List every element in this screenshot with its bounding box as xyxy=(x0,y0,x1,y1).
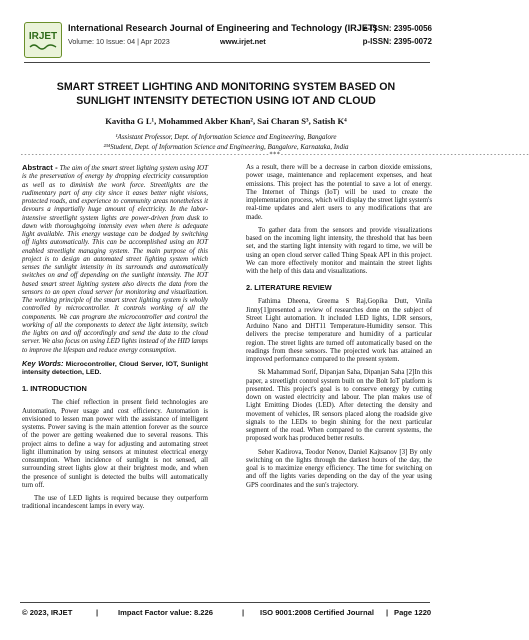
footer-copyright: © 2023, IRJET xyxy=(22,608,73,617)
page-footer xyxy=(22,608,430,622)
irjet-logo xyxy=(24,22,62,58)
footer-divider xyxy=(20,602,430,603)
footer-separator: | xyxy=(96,608,99,617)
footer-separator: | xyxy=(242,608,245,617)
p-issn: p-ISSN: 2395-0072 xyxy=(362,37,432,46)
literature-heading: 2. LITERATURE REVIEW xyxy=(246,283,332,293)
header-divider xyxy=(24,62,430,63)
journal-name: International Research Journal of Engineering and Technology (IRJET) xyxy=(68,23,377,33)
literature-paragraph-2: Sk Mahammad Sorif, Dipanjan Saha, Dipanjan Saha [2]In this paper, a streetlight control system built on the Bolt IoT platform is presented. This project's goal is to conserve energy by cutting down on wasted electricity and labour. The plan makes use of Light Emitting Diodes (LED). After detecting the density and movement of vehicles, IR sensors placed along the roadside give signals to the LEDs to begin shining for the next particular segment of the road. When compared to the current systems, the proposed work has produced better results. xyxy=(246,369,432,443)
footer-page-number: Page 1220 xyxy=(394,608,432,617)
abstract xyxy=(22,164,208,355)
literature-paragraph-3: Seher Kadirova, Teodor Nenov, Daniel Kajtsanov [3] By only switching on the lights through the darkest hours of the day, the goal is to maximize energy efficiency. The time for switching on and off the lights varies depending on the day of the year using GPS coordinates and the sun's trajectory. xyxy=(246,448,432,489)
body-paragraph-1: As a result, there will be a decrease in carbon dioxide emissions, power usage, maintenance and replacement expenses, and heat emissions. This project has the potential to save a lot of energy. The Internet of Things (IoT) will be used to create the implementation process, which will display the street light system's real-time updates and alert users to any modifications that are made. xyxy=(246,164,432,221)
wave-icon xyxy=(29,42,57,50)
intro-paragraph-1: The chief reflection in present field technologies are Automation, Power usage and cost efficiency. Automation is envisioned to lessen man power with the assistance of intelligent systems. Power saving is the main attention forever as the source of the power are getting weakened due to several reasons. This project aims to define a way for adjusting and automating street light illumination by using sensors at minutest electrical energy consumption. When incidence of sunlight is not sensed, all surrounding street lights glow at their brightest mode, and when the presence of sunlight is detected the bulbs will automatically turn off. xyxy=(22,399,208,489)
footer-impact-factor: Impact Factor value: 8.226 xyxy=(118,608,213,617)
logo-text: IRJET xyxy=(28,30,58,42)
abstract-text: The aim of the smart street lighting system using IOT is the preservation of energy by dropping electricity consumption as well as to diminish the work force. Streetlights are the rudimentary part of any city since it eases better night visions, protected roads, and experience to community areas nonetheless it devours a impartially huge amount of electricity. In the labor-intensive streetlight system lights are power-driven from dusk to dawn with thoroughgoing intensity even when there is adequate light available. This energy wastage can be dodged by switching off lights automatically. This can be accomplished using an IOT enabled streetlight managing system. The main purpose of this project is to design an automated street lighting system which senses the sunlight intensity in its surrounds and automatically switches on and off depending on the sunlight intensity. The IOT based smart street lighting system also directs the data from the sensors to an open cloud server for monitoring and visualization. The working principle of the smart street lighting system is wholly controlled by microcontroller. It controls working of all the components. We can program the microcontroller and control the working of all the components to detect the light intensity, switch the lights on and off accordingly and send the data to the cloud server. We also focus on using LED lights instead of the HID lamps to improve the lifespan and reduce energy consumption. xyxy=(22,165,208,354)
paper-title: SMART STREET LIGHTING AND MONITORING SYSTEM BASED ON SUNLIGHT INTENSITY DETECTION USING IOT AND CLOUD xyxy=(56,81,396,107)
section-separator: ---------------------------------------------------------------------***--------------------------------------------------------------------- xyxy=(20,151,529,158)
affiliation-2: ²³⁴Student, Dept. of Information Science and Engineering, Bangalore, Karnataka, India xyxy=(103,143,349,151)
literature-paragraph-1: Fathima Dheena, Greema S Raj,Gopika Dutt, Vinila Jinny[1]presented a review of researches done on the subject of Street Light automation. It included LED lights, LDR sensors, Arduino Nano and DHT11 Temperature-Humidity sensor. This delivers the precise temperature and humidity of a particular region. The street lights are turned off automatically based on the readings from these sensors. The projected work has attained an improved performance compared to the present system. xyxy=(246,298,432,363)
footer-iso: ISO 9001:2008 Certified Journal xyxy=(260,608,374,617)
body-paragraph-2: To gather data from the sensors and provide visualizations based on the incoming light intensity, the threshold that has been set, and the starting light intensity with regard to time, we will be using an open cloud server called Thing Speak API in this project. We can more effectively monitor and maintain the street lights with the help of this data and visualizations. xyxy=(246,226,432,275)
e-issn: e-ISSN: 2395-0056 xyxy=(363,24,432,33)
volume-issue: Volume: 10 Issue: 04 | Apr 2023 xyxy=(68,37,170,46)
keywords xyxy=(22,360,208,378)
intro-paragraph-2: The use of LED lights is required because they outperform traditional incandescent lamps in every way. xyxy=(22,495,208,511)
footer-separator: | xyxy=(386,608,389,617)
left-column xyxy=(22,164,208,592)
journal-website-link[interactable]: www.irjet.net xyxy=(220,37,266,46)
paper-authors: Kavitha G L¹, Mohammed Akber Khan², Sai Charan S³, Satish K⁴ xyxy=(105,116,347,126)
affiliation-1: ¹Assistant Professor, Dept. of Information Science and Engineering, Bangalore xyxy=(115,133,337,141)
keywords-label: Key Words: xyxy=(22,358,64,368)
keywords-text: Microcontroller, Cloud Server, IOT, Sunlight intensity detection, LED. xyxy=(22,360,208,376)
abstract-label: Abstract - xyxy=(22,163,58,172)
intro-heading: 1. INTRODUCTION xyxy=(22,384,87,394)
right-column xyxy=(246,164,432,592)
journal-header xyxy=(24,22,432,60)
